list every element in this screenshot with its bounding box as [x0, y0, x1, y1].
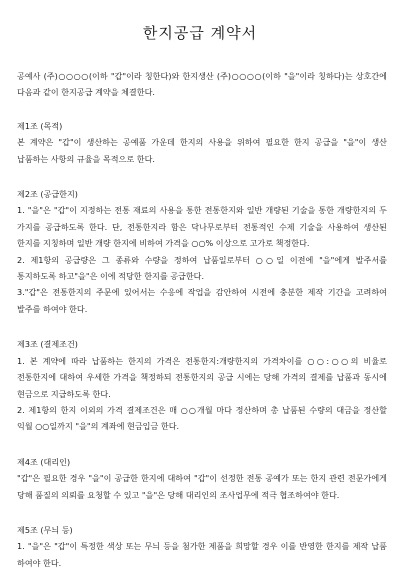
article-1 [17, 118, 387, 167]
article-heading: 제4조 (대리인) [17, 456, 71, 467]
article-paragraph: 3."갑"은 전통한지의 주문에 있어서는 수응에 작업을 감안하여 시전에 충분한 제작 기간을 고려하여 발주를 하여야 한다. [17, 287, 387, 314]
article-paragraph: 2. 제1항의 공급량은 그 종류와 수량을 정하여 납품일로부터 ○○일 이전에 "을"에게 발주서를 통지하도록 하고"을"은 이에 적당한 한지를 공급한다. [17, 254, 387, 282]
document-body [17, 68, 387, 571]
article-heading: 제5조 (무늬 등) [17, 524, 73, 535]
article-paragraph: 본 계약은 "갑"이 생산하는 공예품 가운데 한지의 사용을 위하여 필요한 한지 공급을 "을"이 생산 납품하는 사항의 규율을 목적으로 한다. [17, 137, 387, 164]
article-heading: 제3조 (결제조건) [17, 339, 78, 350]
article-3 [17, 336, 387, 434]
document-title: 한지공급 계약서 [142, 24, 258, 42]
article-2 [17, 186, 387, 317]
article-heading: 제1조 (목적) [17, 120, 63, 131]
intro-paragraph: 공예사 (주)○○○○(이하 "갑"이라 칭한다)와 한지생산 (주)○○○○(이하 "을"이라 칭하다)는 상호간에 다음과 같이 한지공급 계약을 체결한다. [17, 71, 387, 98]
article-4 [17, 454, 387, 503]
article-paragraph: 1. "을"은 "갑"이 특정한 색상 또는 무늬 등을 첨가한 제품을 희망할 경우 이를 반영한 한지를 제작 납품 하여야 한다. [17, 541, 387, 568]
article-5 [17, 522, 387, 571]
article-paragraph: "갑"은 필요한 경우 "을"이 공급한 한지에 대하여 "갑"이 선정한 전통 공예가 또는 한지 관련 전문가에게 당해 품질의 의뢰를 요청할 수 있고 "을"은 당해 대리인의 조사업무에 적극 협조하여야 한다. [17, 473, 387, 500]
article-paragraph: 1. "을"은 "갑"이 지정하는 전통 재료의 사용을 통한 전통한지와 일반 개량된 기술을 통한 개량한지의 두 가지를 공급하도록 한다. 단, 전통한지라 함은 닥나무로부터 전통적인 수제 기술을 사용하여 생산된 한지를 지칭하며 일반 개량 한지에 비하여 가격을 ○○% 이상으로 고가로 책정한다. [17, 205, 387, 249]
article-heading: 제2조 (공급한지) [17, 189, 78, 200]
article-paragraph: 2. 제1항의 한지 이외의 가격 결제조건은 매 ○○개월 마다 정산하며 총 납품된 수량의 대금을 정산할 익월 ○○일까지 "을"의 계좌에 현금입금 한다. [17, 404, 387, 432]
article-paragraph: 1. 본 계약에 따라 납품하는 한지의 가격은 전통한지:개량한지의 가격차이를 ○○:○○의 비율로 전통한지에 대하여 우세한 가격을 책정하되 전통한지의 공급 시에는 당해 가격의 결제를 납품과 동시에 현금으로 지급하도록 한다. [17, 355, 387, 399]
